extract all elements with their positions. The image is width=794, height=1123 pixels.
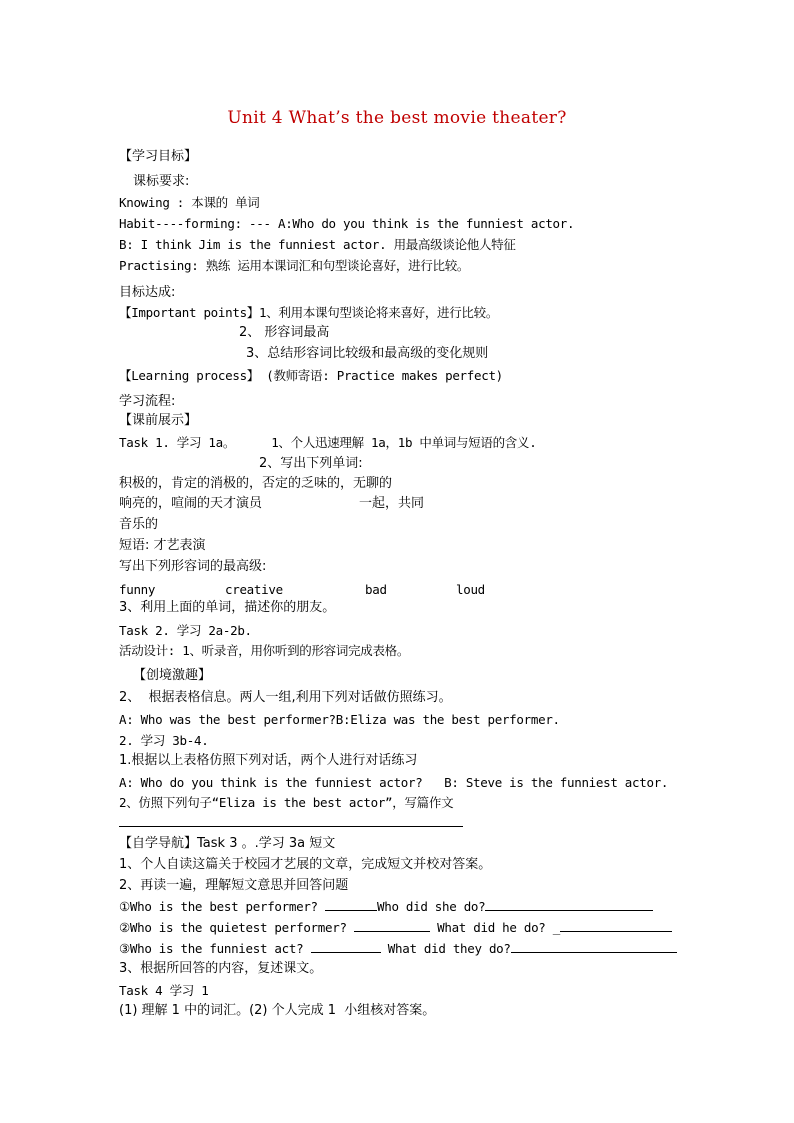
composition-instruction: 2、仿照下列句子“Eliza is the best actor”，写篇作文 <box>119 795 454 810</box>
words-row-2b: 一起，共同 <box>359 496 425 511</box>
page-title: Unit 4 What’s the best movie theater? <box>227 108 567 128</box>
practising-line: Practising: 熟练 运用本课词汇和句型谈论喜好，进行比较。 <box>119 258 470 273</box>
dialogue-example-2: A: Who do you think is the funniest actor? B: Steve is the funniest actor. <box>119 775 669 790</box>
reread-instruction: 2、再读一遍，理解短文意思并回答问题 <box>119 878 349 893</box>
question-2-followup: What did he do? _ <box>429 920 560 935</box>
adjective-funny: funny <box>119 582 156 597</box>
words-row-1: 积极的，肯定的消极的，否定的乏味的，无聊的 <box>119 476 393 491</box>
activity-design-line: 活动设计: 1、听录音，用你听到的形容词完成表格。 <box>119 643 410 658</box>
curriculum-requirements: 课标要求: <box>133 174 190 189</box>
question-3-text: ③Who is the funniest act? <box>119 941 311 956</box>
section-pre-class: 【课前展示】 <box>119 413 198 428</box>
section-self-study: 【自学导航】Task 3 。.学习 3a 短文 <box>119 836 336 851</box>
question-1-text: ①Who is the best performer? <box>119 899 325 914</box>
learning-flow-heading: 学习流程: <box>119 394 176 409</box>
learning-process-line: 【Learning process】 (教师寄语: Practice makes perfect) <box>119 368 503 383</box>
adjective-creative: creative <box>225 582 283 597</box>
example-answer-line: B: I think Jim is the funniest actor. 用最高级谈论他人特征 <box>119 237 516 252</box>
important-point-3: 3、总结形容词比较级和最高级的变化规则 <box>246 346 489 361</box>
adjective-bad: bad <box>365 582 387 597</box>
section-scenario: 【创境激趣】 <box>133 668 212 683</box>
question-3-followup: What did they do? <box>380 941 511 956</box>
important-point-2: 2、 形容词最高 <box>239 325 330 340</box>
question-1-followup: Who did she do? <box>377 899 486 914</box>
answer-blank-1b[interactable] <box>485 899 653 911</box>
horizontal-divider <box>119 826 463 827</box>
dialogue-example-1: A: Who was the best performer?B:Eliza was the best performer. <box>119 712 560 727</box>
task-4-line: Task 4 学习 1 <box>119 983 209 998</box>
task-1-line: Task 1. 学习 1a。 1、个人迅速理解 1a，1b 中单词与短语的含义. <box>119 435 537 450</box>
write-words-instruction: 2、写出下列单词: <box>259 456 363 471</box>
self-read-instruction: 1、个人自读这篇关于校园才艺展的文章，完成短文并校对答案。 <box>119 857 492 872</box>
superlative-instruction: 写出下列形容词的最高级: <box>119 559 267 574</box>
retell-instruction: 3、根据所回答的内容，复述课文。 <box>119 961 323 976</box>
knowing-line: Knowing : 本课的 单词 <box>119 195 260 210</box>
words-row-3: 音乐的 <box>119 517 159 532</box>
phrases-line: 短语: 才艺表演 <box>119 538 206 553</box>
words-row-2a: 响亮的，喧闹的天才演员 <box>119 496 263 511</box>
question-2 <box>119 920 672 936</box>
adjective-loud: loud <box>456 582 485 597</box>
habit-forming-line: Habit----forming: --- A:Who do you think is the funniest actor. <box>119 216 575 231</box>
answer-blank-1a[interactable] <box>325 899 377 911</box>
answer-blank-2b[interactable] <box>560 920 672 932</box>
task-4-steps: (1) 理解 1 中的词汇。(2) 个人完成 1 小组核对答案。 <box>119 1003 436 1018</box>
dialogue-instruction: 1.根据以上表格仿照下列对话，两个人进行对话练习 <box>119 753 418 768</box>
important-points-line: 【Important points】1、利用本课句型谈论将来喜好，进行比较。 <box>119 305 499 320</box>
question-1 <box>119 899 653 915</box>
describe-friend-line: 3、利用上面的单词，描述你的朋友。 <box>119 600 336 615</box>
answer-blank-2a[interactable] <box>354 920 430 932</box>
section-learning-objectives: 【学习目标】 <box>119 149 198 164</box>
study-3b-4-line: 2. 学习 3b-4. <box>119 733 209 748</box>
task-2-line: Task 2. 学习 2a-2b. <box>119 623 252 638</box>
answer-blank-3a[interactable] <box>311 941 381 953</box>
pair-practice-line: 2、 根据表格信息。两人一组,利用下列对话做仿照练习。 <box>119 690 452 705</box>
goals-heading: 目标达成: <box>119 285 176 300</box>
answer-blank-3b[interactable] <box>511 941 677 953</box>
question-2-text: ②Who is the quietest performer? <box>119 920 354 935</box>
question-3 <box>119 941 677 957</box>
